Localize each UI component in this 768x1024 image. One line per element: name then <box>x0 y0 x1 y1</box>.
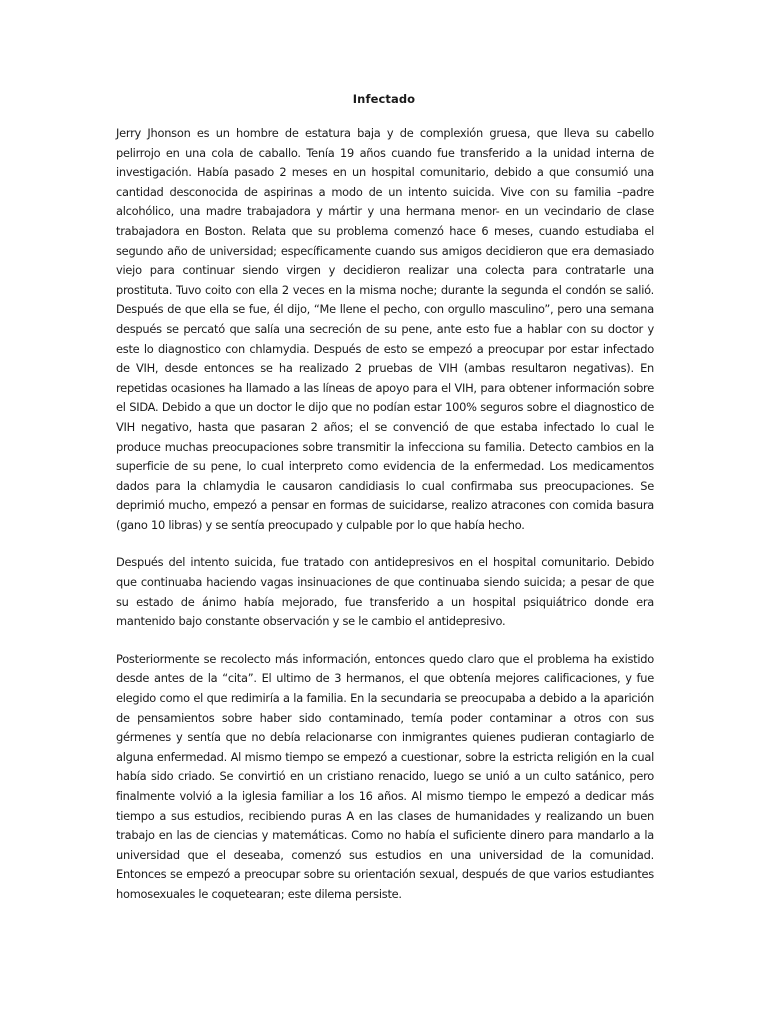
paragraph-3: Posteriormente se recolecto más información, entonces quedo claro que el problema ha existido desde antes de la “cita”. El ultimo de 3 hermanos, el que obtenía mejores calificaciones, y fue elegido como el que redimiría a la familia. En la secundaria se preocupaba a debido a la aparición de pensamientos sobre haber sido contaminado, temía poder contaminar a otros con sus gérmenes y sentía que no debía relacionarse con inmigrantes quienes pudieran contagiarlo de alguna enfermedad. Al mismo tiempo se empezó a cuestionar, sobre la estricta religión en la cual había sido criado. Se convirtió en un cristiano renacido, luego se unió a un culto satánico, pero finalmente volvió a la iglesia familiar a los 16 años. Al mismo tiempo le empezó a dedicar más tiempo a sus estudios, recibiendo puras A en las clases de humanidades y realizando un buen trabajo en las de ciencias y matemáticas. Como no había el suficiente dinero para mandarlo a la universidad que el deseaba, comenzó sus estudios en una universidad de la comunidad. Entonces se empezó a preocupar sobre su orientación sexual, después de que varios estudiantes homosexuales le coquetearan; este dilema persiste. <box>116 651 654 901</box>
paragraph-1: Jerry Jhonson es un hombre de estatura baja y de complexión gruesa, que lleva su cabello pelirrojo en una cola de caballo. Tenía 19 años cuando fue transferido a la unidad interna de investigación. Había pasado 2 meses en un hospital comunitario, debido a que consumió una cantidad desconocida de aspirinas a modo de un intento suicida. Vive con su familia –padre alcohólico, una madre trabajadora y mártir y una hermana menor- en un vecindario de clase trabajadora en Boston. Relata que su problema comenzó hace 6 meses, cuando estudiaba el segundo año de universidad; específicamente cuando sus amigos decidieron que era demasiado viejo para continuar siendo virgen y decidieron realizar una colecta para contratarle una prostituta. Tuvo coito con ella 2 veces en la misma noche; durante la segunda el condón se salió. Después de que ella se fue, él dijo, “Me llene el pecho, con orgullo masculino”, pero una semana después se percató que salía una secreción de su pene, ante esto fue a hablar con su doctor y este lo diagnostico con chlamydia. Después de esto se empezó a preocupar por estar infectado de VIH, desde entonces se ha realizado 2 pruebas de VIH (ambas resultaron negativas). En repetidas ocasiones ha llamado a las líneas de apoyo para el VIH, para obtener información sobre el SIDA. Debido a que un doctor le dijo que no podían estar 100% seguros sobre el diagnostico de VIH negativo, hasta que pasaran 2 años; el se convenció de que estaba infectado lo cual le produce muchas preocupaciones sobre transmitir la infecciona su familia. Detecto cambios en la superficie de su pene, lo cual interpreto como evidencia de la enfermedad. Los medicamentos dados para la chlamydia le causaron candidiasis lo cual confirmaba sus preocupaciones. Se deprimió mucho, empezó a pensar en formas de suicidarse, realizo atracones con comida basura (gano 10 libras) y se sentía preocupado y culpable por lo que había hecho. <box>116 126 654 532</box>
paragraph-2: Después del intento suicida, fue tratado con antidepresivos en el hospital comunitario. Debido que continuaba haciendo vagas insinuaciones de que continuaba siendo suicida; a pesar de que su estado de ánimo había mejorado, fue transferido a un hospital psiquiátrico donde era mantenido bajo constante observación y se le cambio el antidepresivo. <box>116 555 654 629</box>
document-body <box>116 124 654 905</box>
document-title: Infectado <box>352 92 416 106</box>
